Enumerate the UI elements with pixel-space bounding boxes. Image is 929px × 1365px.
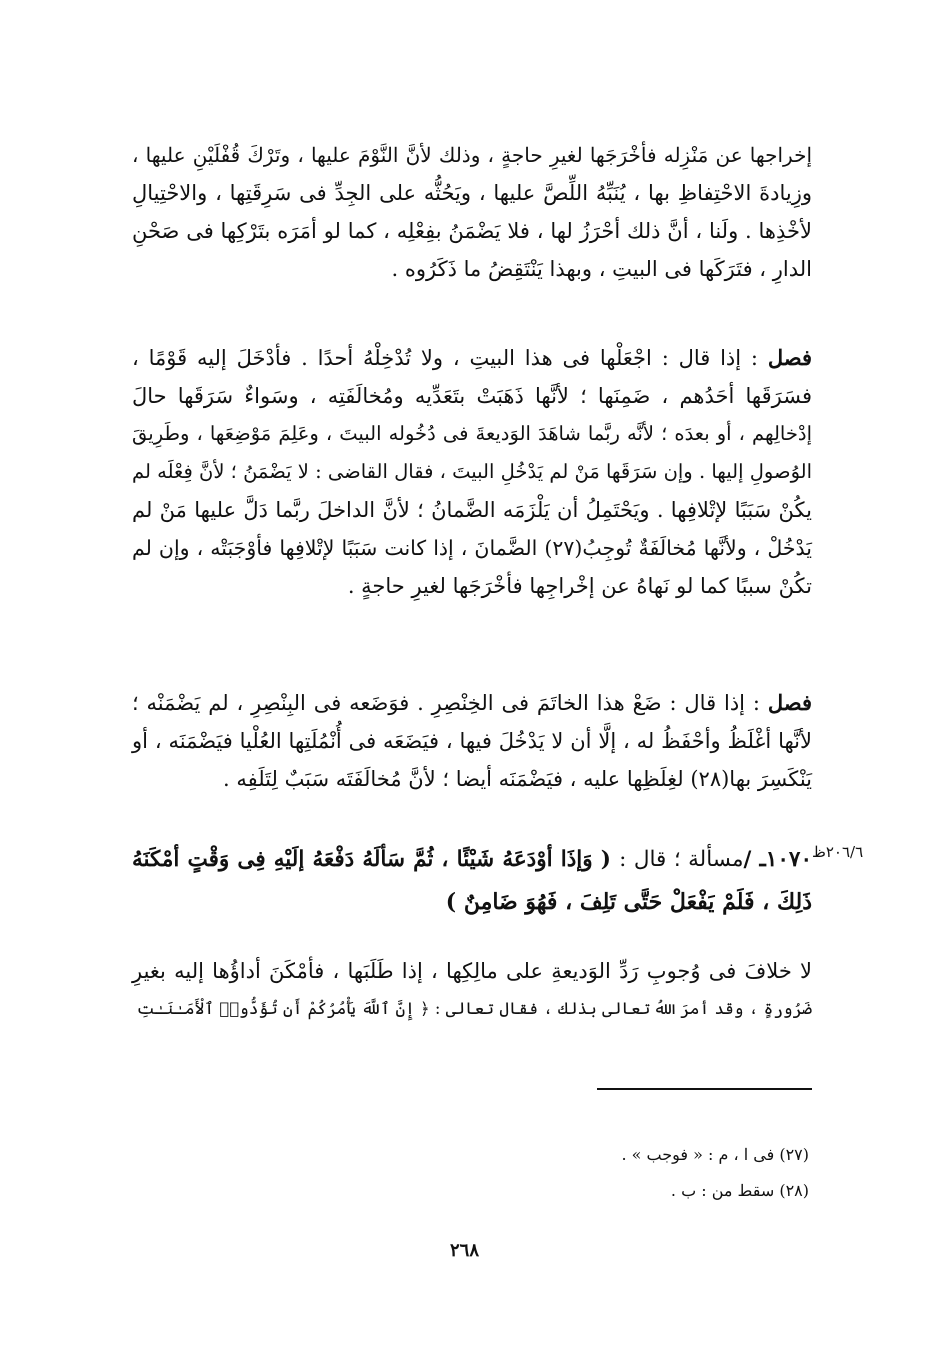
text-line: لأنَّها أغْلَظُ وأحْفَظُ له ، إلَّا أن لا يَدْخُلَ فيها ، فيَضَعَه فى أُنْمُلَتِها العُلْيا فيَضْمَنَه ، أو xyxy=(132,729,812,753)
section-label: فصل xyxy=(767,345,812,370)
footnote-divider xyxy=(597,1088,812,1090)
text-line: لأخْذِها . ولَنا ، أنَّ ذلك أحْرَزُ لها ، فلا يَضْمَنُ بفِعْلِه ، كما لو أمَرَه بتَرْكِها فى صَحْنِ xyxy=(132,219,812,243)
heading-line: ذَلِكَ ، فَلَمْ يَفْعَلْ حَتَّى تَلِفَ ، فَهُوَ ضَامِنٌ ) xyxy=(445,889,812,915)
text-line xyxy=(132,684,812,722)
footnote-28: (٢٨) سقط من : ب . xyxy=(670,1181,809,1200)
page-number: ٢٦٨ xyxy=(449,1240,479,1261)
masala-number: ١٠٧٠ xyxy=(765,847,812,872)
masala-heading xyxy=(132,838,812,924)
text-line: تكُنْ سببًا كما لو نَهاهُ عن إخْراجِها فأخْرَجَها لغيرِ حاجةٍ . xyxy=(347,574,812,598)
text-line: يَدْخُلْ ، ولأنَّها مُخالَفَةٌ تُوجِبُ(٢٧) الضَّمانَ ، إذا كانت سَبَبًا لإتْلافِها فأوْجَبَتْه ، وإن لم xyxy=(132,536,813,560)
paragraph-1 xyxy=(132,136,812,288)
text-fragment: : إذا قال : اجْعَلْها فى هذا البيتِ ، ولا تُدْخِلْهُ أحدًا . فأدْخَلَ إليه قَوْمًا ، xyxy=(132,346,759,370)
footnote-27: (٢٧) فى ا ، م : « فوجب » . xyxy=(621,1145,809,1164)
text-line: ضَرُورةٍ ، وقد أمرَ اللهُ تعالى بذلك ، فقال تعالى : ﴿ إِنَّ ٱللَّهَ يَأْمُرُكُمْ أَن تُؤَدُّوا۟ ٱلْأَمَـٰنَـٰتِ xyxy=(136,999,812,1018)
text-line: يكُنْ سَبَبًا لإتْلافِها . ويَحْتَمِلُ أن يَلْزَمَه الضَّمانُ ؛ لأنَّ الداخلَ ربَّما دَلَّ عليها مَنْ لم xyxy=(132,498,812,522)
slash: / xyxy=(743,847,752,872)
paragraph-4 xyxy=(132,952,812,1028)
heading-line xyxy=(132,838,812,881)
footnotes xyxy=(621,1137,809,1209)
heading-text: ( وَإذَا أوْدَعَهُ شَيْئًا ، ثُمَّ سَألَهُ دَفْعَهُ إلَيْهِ فِى وَقْتٍ أمْكَنَهُ xyxy=(132,847,611,872)
masala-label: مسألة ؛ قال : xyxy=(619,847,744,872)
text-line: فسَرَقَها أحَدُهم ، ضَمِنَها ؛ لأنَّها ذَهَبَتْ بتَعَدِّيه ومُخالَفَتِه ، وسَواءٌ سَرَقَها حالَ xyxy=(132,384,812,408)
text-fragment: : إذا قال : ضَعْ هذا الخاتَمَ فى الخِنْصِرِ . فوَضَعه فى البِنْصِرِ ، لم يَضْمَنْه ؛ xyxy=(132,691,760,715)
text-line: الوُصولِ إليها . وإن سَرَقَها مَنْ لم يَدْخُلِ البيتَ ، فقال القاضى : لا يَضْمَنُ ؛ لأنَّ فِعْلَه لم xyxy=(132,460,812,483)
text-line: إدْخالِهم ، أو بعدَه ؛ لأنَّه ربَّما شاهَدَ الوَديعةَ فى دُخُوله البيتَ ، وعَلِمَ مَوْضِعَها ، وطَرِيقَ xyxy=(132,422,812,445)
dash: ـ xyxy=(759,847,766,872)
text-line: لا خلافَ فى وُجوبِ رَدِّ الوَديعةِ على مالِكِها ، إذا طَلَبَها ، فأمْكَنَ أداؤُها إليه بغيرِ xyxy=(132,959,812,983)
paragraph-fasl-2 xyxy=(132,684,812,798)
text-line xyxy=(132,339,812,377)
text-line: يَنْكَسِرَ بها(٢٨) لغِلَظِها عليه ، فيَضْمَنَه أيضا ؛ لأنَّ مُخالَفَتَه سَبَبٌ لِتَلَفِه . xyxy=(222,767,812,791)
paragraph-fasl-1 xyxy=(132,339,812,605)
text-line: الدارِ ، فتَرَكَها فى البيتِ ، وبهذا يَنْتَقِضُ ما ذَكَرُوه . xyxy=(391,257,812,281)
text-line: إخراجها عن مَنْزِله فأخْرَجَها لغيرِ حاجةٍ ، وذلك لأنَّ النَّوْمَ عليها ، وتَرْكَ قُفْلَيْنِ عليها ، xyxy=(132,143,812,167)
text-line: وزِيادةَ الاحْتِفاظِ بها ، يُنَبِّهُ اللِّصَّ عليها ، ويَحُثُّه على الجِدِّ فى سَرِقَتِها ، والاحْتِيالِ xyxy=(132,181,812,205)
section-label: فصل xyxy=(767,690,813,715)
margin-reference: ٢٠٦/٦ظ xyxy=(812,843,864,861)
